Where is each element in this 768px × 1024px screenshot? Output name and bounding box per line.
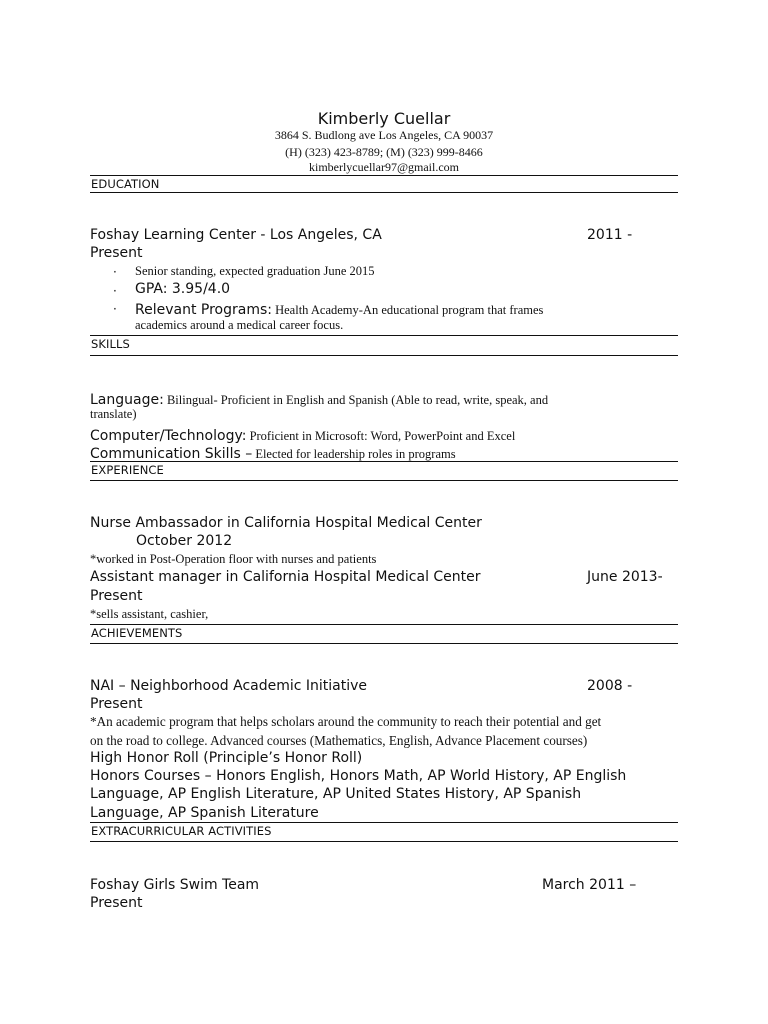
education-bullet-text: Health Academy-An educational program that frames bbox=[271, 303, 544, 317]
job-description: *worked in Post-Operation floor with nurses and patients bbox=[90, 552, 377, 566]
section-heading-education: EDUCATION bbox=[91, 177, 160, 191]
bullet-glyph: · bbox=[113, 284, 117, 298]
section-rule-top bbox=[90, 335, 678, 336]
achievement-description-cont: on the road to college. Advanced courses (Mathematics, English, Advance Placement courses) bbox=[90, 733, 588, 748]
education-bullet-programs bbox=[135, 299, 543, 318]
achievement-date-cont: Present bbox=[90, 696, 143, 712]
honors-courses-cont: Language, AP Spanish Literature bbox=[90, 805, 319, 821]
education-bullet-label: GPA: 3.95/4.0 bbox=[135, 281, 231, 297]
education-dates: 2011 - bbox=[587, 227, 633, 243]
section-heading-experience: EXPERIENCE bbox=[91, 463, 164, 477]
bullet-glyph: · bbox=[113, 302, 117, 316]
skill-label: Language: bbox=[90, 392, 164, 408]
skill-language bbox=[90, 389, 548, 408]
section-rule-bottom bbox=[90, 355, 678, 356]
activity-date-cont: Present bbox=[90, 895, 143, 911]
honors-courses-cont: Language, AP English Literature, AP United States History, AP Spanish bbox=[90, 786, 582, 802]
education-bullet-text-cont: academics around a medical career focus. bbox=[135, 318, 344, 332]
bullet-glyph: · bbox=[113, 265, 117, 279]
achievement-date: 2008 - bbox=[587, 678, 633, 694]
email-line[interactable]: kimberlycuellar97@gmail.com bbox=[308, 160, 459, 174]
section-rule-top bbox=[90, 175, 678, 176]
education-bullet-text: Senior standing, expected graduation June 2015 bbox=[135, 264, 375, 278]
activity-date: March 2011 – bbox=[542, 877, 637, 893]
honor-roll: High Honor Roll (Principle’s Honor Roll) bbox=[90, 750, 363, 766]
honors-courses: Honors Courses – Honors English, Honors Math, AP World History, AP English bbox=[90, 768, 627, 784]
resume-name: Kimberly Cuellar bbox=[317, 109, 451, 128]
skill-text: Bilingual- Proficient in English and Spanish (Able to read, write, speak, and bbox=[163, 393, 549, 407]
section-rule-top bbox=[90, 822, 678, 823]
education-bullet-label: Relevant Programs: bbox=[135, 302, 272, 318]
phone-line: (H) (323) 423-8789; (M) (323) 999-8466 bbox=[285, 145, 483, 159]
section-rule-top bbox=[90, 461, 678, 462]
activity-title: Foshay Girls Swim Team bbox=[90, 877, 260, 893]
job-date-cont: Present bbox=[90, 588, 143, 604]
section-rule-bottom bbox=[90, 643, 678, 644]
skill-label: Computer/Technology: bbox=[90, 428, 247, 444]
education-dates-cont: Present bbox=[90, 245, 143, 261]
section-rule-bottom bbox=[90, 192, 678, 193]
section-rule-bottom bbox=[90, 841, 678, 842]
section-heading-extracurricular: EXTRACURRICULAR ACTIVITIES bbox=[91, 824, 272, 838]
skill-text: Elected for leadership roles in programs bbox=[252, 447, 456, 461]
education-school: Foshay Learning Center - Los Angeles, CA bbox=[90, 227, 382, 243]
job-description: *sells assistant, cashier, bbox=[90, 607, 209, 621]
job-date: June 2013- bbox=[587, 569, 663, 585]
skill-text-cont: translate) bbox=[90, 407, 137, 421]
achievement-title: NAI – Neighborhood Academic Initiative bbox=[90, 678, 368, 694]
job-title: Assistant manager in California Hospital Medical Center bbox=[90, 569, 481, 585]
section-rule-bottom bbox=[90, 480, 678, 481]
skill-communication bbox=[90, 443, 456, 462]
section-heading-achievements: ACHIEVEMENTS bbox=[91, 626, 183, 640]
skill-label: Communication Skills – bbox=[90, 446, 253, 462]
achievement-description: *An academic program that helps scholars around the community to reach their potential and get bbox=[90, 714, 602, 729]
job-title: Nurse Ambassador in California Hospital Medical Center bbox=[90, 515, 482, 531]
section-rule-top bbox=[90, 624, 678, 625]
skill-computer bbox=[90, 425, 515, 444]
section-heading-skills: SKILLS bbox=[91, 337, 130, 351]
skill-text: Proficient in Microsoft: Word, PowerPoint and Excel bbox=[246, 429, 516, 443]
address-line: 3864 S. Budlong ave Los Angeles, CA 90037 bbox=[274, 128, 494, 142]
job-date: October 2012 bbox=[136, 533, 233, 549]
